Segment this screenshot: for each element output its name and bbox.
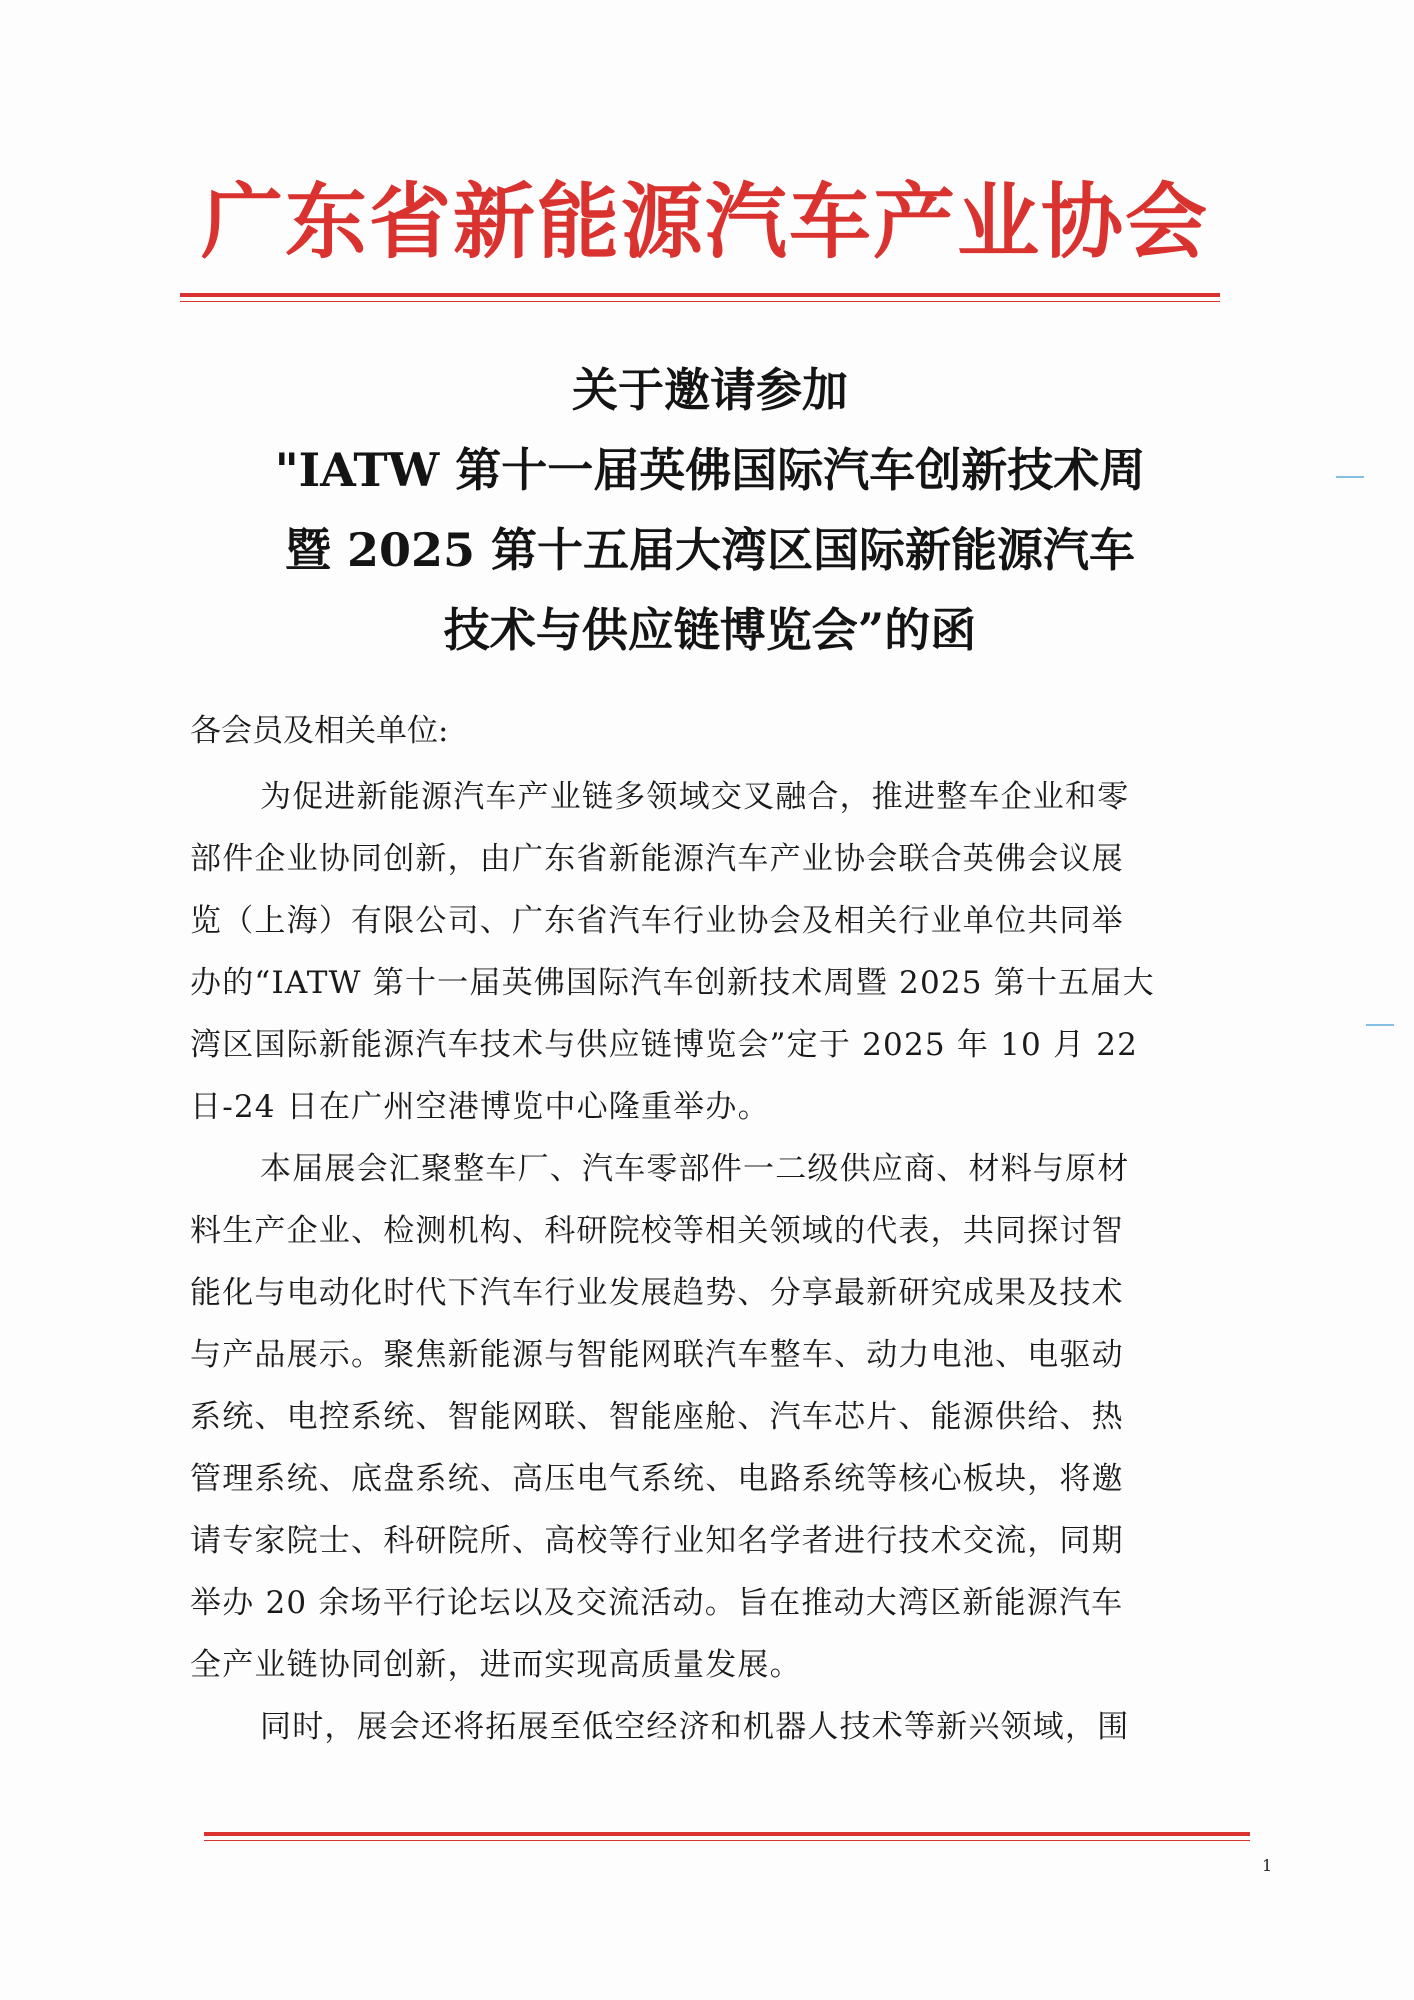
letterhead-organization: 广东省新能源汽车产业协会: [200, 174, 1209, 270]
paragraph-2-line: 管理系统、底盘系统、高压电气系统、电路系统等核心板块，将邀: [190, 1461, 1124, 1497]
letterhead-rule-thick: [180, 293, 1220, 297]
scan-mark: [1366, 1024, 1394, 1026]
footer-rule-thin: [204, 1840, 1250, 1841]
paragraph-2-line: 请专家院士、科研院所、高校等行业知名学者进行技术交流，同期: [190, 1523, 1124, 1559]
page-number: 1: [1262, 1856, 1273, 1875]
paragraph-2-line: 本届展会汇聚整车厂、汽车零部件一二级供应商、材料与原材: [260, 1151, 1130, 1187]
paragraph-2-line: 举办 20 余场平行论坛以及交流活动。旨在推动大湾区新能源汽车: [190, 1585, 1124, 1621]
body-text: [190, 766, 1276, 1758]
paragraph-1-line: 湾区国际新能源汽车技术与供应链博览会”定于 2025 年 10 月 22: [190, 1027, 1139, 1063]
paragraph-1-line: 部件企业协同创新，由广东省新能源汽车产业协会联合英佛会议展: [190, 841, 1124, 877]
title-line: 暨 2025 第十五届大湾区国际新能源汽车: [284, 523, 1136, 577]
paragraph-2-line: 全产业链协同创新，进而实现高质量发展。: [190, 1647, 802, 1683]
paragraph-3-line: 同时，展会还将拓展至低空经济和机器人技术等新兴领域，围: [260, 1709, 1130, 1745]
letterhead-rule-thin: [180, 301, 1220, 302]
salutation: 各会员及相关单位:: [190, 713, 449, 749]
paragraph-1-line: 办的“IATW 第十一届英佛国际汽车创新技术周暨 2025 第十五届大: [190, 965, 1155, 1001]
title-line: 关于邀请参加: [572, 363, 848, 417]
title-line: "IATW 第十一届英佛国际汽车创新技术周: [274, 443, 1146, 497]
document-title: [190, 350, 1230, 670]
footer-rule-thick: [204, 1832, 1250, 1836]
paragraph-2-line: 系统、电控系统、智能网联、智能座舱、汽车芯片、能源供给、热: [190, 1399, 1124, 1435]
title-line: 技术与供应链博览会”的函: [443, 603, 977, 657]
paragraph-1-line: 日-24 日在广州空港博览中心隆重举办。: [190, 1089, 770, 1125]
paragraph-1-line: 为促进新能源汽车产业链多领域交叉融合，推进整车企业和零: [260, 779, 1130, 815]
scan-mark: [1336, 476, 1364, 478]
paragraph-1-line: 览（上海）有限公司、广东省汽车行业协会及相关行业单位共同举: [190, 903, 1124, 939]
paragraph-2-line: 料生产企业、检测机构、科研院校等相关领域的代表，共同探讨智: [190, 1213, 1124, 1249]
paragraph-2-line: 与产品展示。聚焦新能源与智能网联汽车整车、动力电池、电驱动: [190, 1337, 1124, 1373]
paragraph-2-line: 能化与电动化时代下汽车行业发展趋势、分享最新研究成果及技术: [190, 1275, 1124, 1311]
